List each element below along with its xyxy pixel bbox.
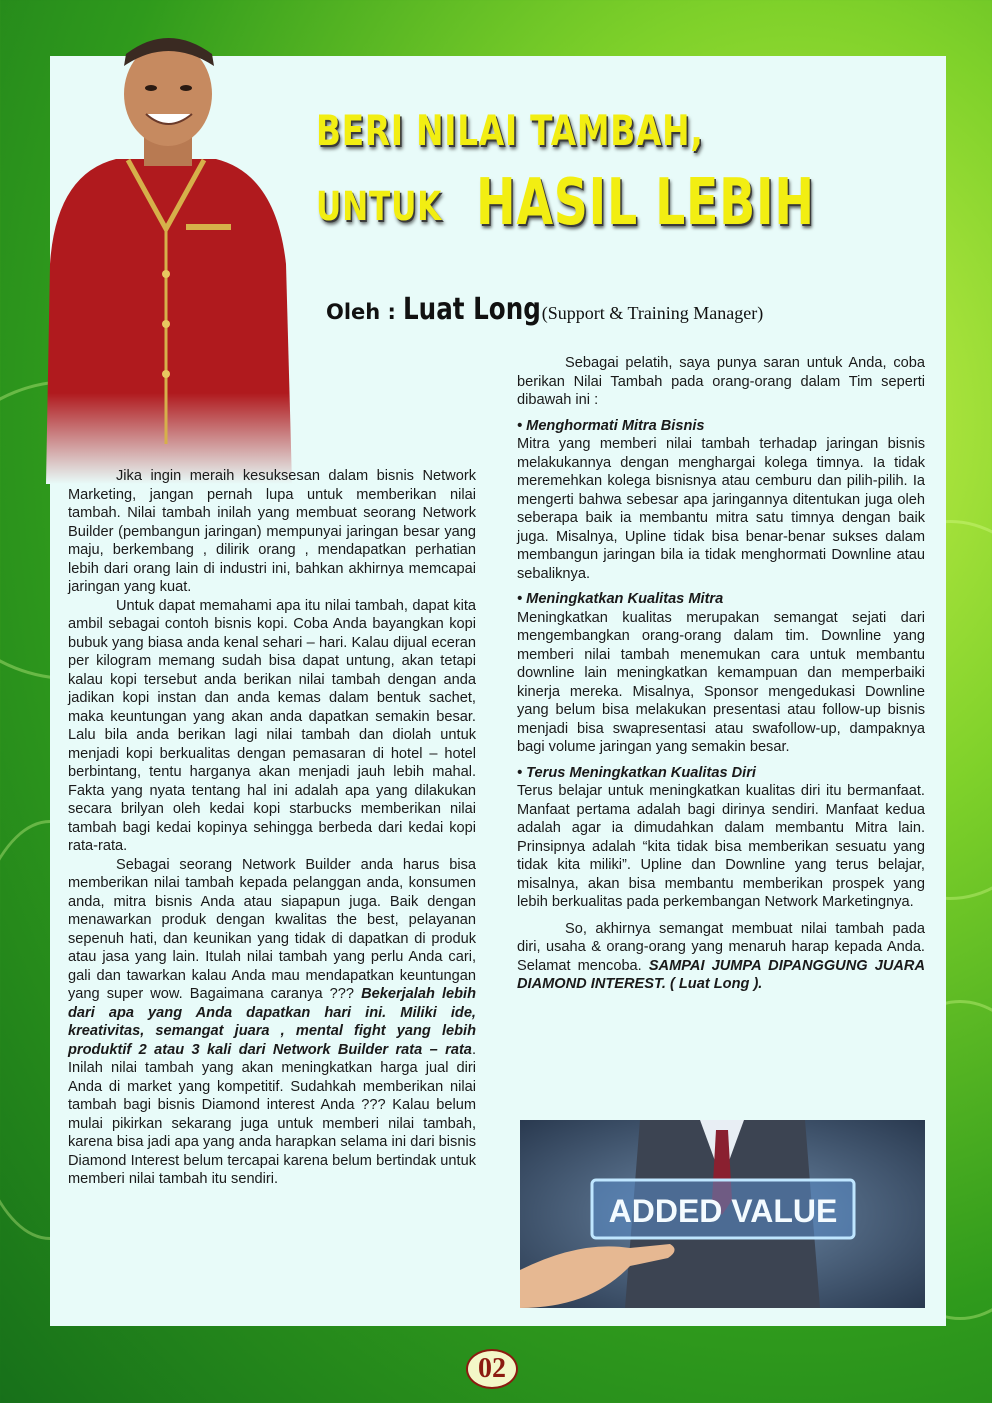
page-number: 02 xyxy=(466,1349,518,1389)
section-body: Meningkatkan kualitas merupakan semangat sejati dari mengembangkan orang-orang dalam tim. Downline yang memberi nilai tambah menemukan cara untuk membantu downline lain meningkatkan kemampuan dan memperbaiki kinerja mereka. Misalnya, Sponsor mengedukasi Downline yang belum bisa melakukan presentasi atau follow-up bisnis menjadi bisa swapresentasi atau swafollow-up, dampaknya bagi volume jaringan yang semakin besar. xyxy=(517,609,925,755)
closing-paragraph xyxy=(517,920,925,994)
author-role: (Support & Training Manager) xyxy=(541,303,764,323)
byline-prefix: Oleh : xyxy=(326,300,404,324)
intro-paragraph: Sebagai pelatih, saya punya saran untuk Anda, coba berikan Nilai Tambah pada orang-orang dalam Tim seperti dibawah ini : xyxy=(517,355,925,408)
closing-emphasis: SAMPAI JUMPA DIPANGGUNG JUARA DIAMOND INTEREST. ( Luat Long ). xyxy=(517,957,925,992)
closing-text: So, akhirnya semangat membuat nilai tambah pada diri, usaha & orang-orang yang menaruh harap kepada Anda. Selamat mencoba. xyxy=(517,920,925,974)
paragraph xyxy=(68,856,476,1189)
paragraph: Untuk dapat memahami apa itu nilai tambah, dapat kita ambil sebagai contoh bisnis kopi. Coba Anda bayangkan kopi bubuk yang biasa anda kenal sehari – hari. Kalau dijual eceran per kilogram memang sudah bisa dapat untung, akan tetapi kalau kopi tersebut anda berikan nilai tambah dengan anda jadikan kopi instan dan anda kemas dalam bentuk sachet, maka keuntungan yang akan anda dapatkan semakin besar. Lalu bila anda berikan lagi nilai tambah dan diolah untuk menjadi kopi berkualitas dengan pemasaran di hotel – hotel berbintang, tentu harganya akan menjadi jauh lebih mahal. Fakta yang nyata tentang hal ini adalah apa yang dilakukan secara brilyan oleh kedai kopi starbucks memberikan nilai tambah bagi kedai kopinya sehingga berbeda dari kedai kopi rata-rata. xyxy=(68,597,476,854)
author-portrait xyxy=(36,14,296,484)
headline-line-2-small: UNTUK xyxy=(316,184,443,230)
right-column xyxy=(517,354,925,994)
section-heading: • Menghormati Mitra Bisnis xyxy=(517,417,705,434)
paragraph-text: Sebagai seorang Network Builder anda harus bisa memberikan nilai tambah kepada pelanggan anda, konsumen anda, mitra bisnis Anda atau siapapun juga. Baik dengan menawarkan produk dengan kwalitas the best, pelayanan sepenuh hati, dan keunikan yang tidak di dapatkan di produk atau jasa yang lain. Itulah nilai tambah yang perlu Anda cari, gali dan tawarkan kalau Anda mau mendapatkan keuntungan yang super wow. Bagaimana caranya ??? xyxy=(68,856,476,1002)
author-name: Luat Long xyxy=(403,292,542,327)
left-column xyxy=(68,467,476,1189)
section-heading: • Meningkatkan Kualitas Mitra xyxy=(517,591,724,607)
byline xyxy=(326,292,763,327)
emphasis-text: Bekerjalah lebih dari apa yang Anda dapatkan hari ini. Miliki ide, kreativitas, semangat juara , mental fight yang lebih produktif 2 atau 3 kali dari Network Builder rata – rata xyxy=(68,986,476,1058)
added-value-caption: ADDED VALUE xyxy=(608,1193,838,1229)
added-value-image xyxy=(520,1120,925,1308)
section-body: Terus belajar untuk meningkatkan kualitas diri itu bermanfaat. Manfaat pertama adalah bagi dirinya sendiri. Manfaat kedua adalah agar ia dimudahkan dalam membantu Mitra lain. Prinsipnya adalah “kita tidak bisa memberikan sesuatu yang tidak kita miliki”. Upline dan Downline yang terus belajar, misalnya, akan bisa membantu memberikan prospek yang lebih berkualitas pada perkembangan Network Marketingnya. xyxy=(517,783,925,910)
section-heading: • Terus Meningkatkan Kualitas Diri xyxy=(517,764,756,781)
paragraph: Jika ingin meraih kesuksesan dalam bisnis Network Marketing, jangan pernah lupa untuk memberikan nilai tambah. Nilai tambah inilah yang membuat seorang Network Builder (pembangun jaringan) mempunyai jaringan besar yang maju, berkembang , dilirik orang , mendapatkan perhatian lebih dari orang lain di industri ini, bahkan akhirnya memcapai jaringan yang kuat. xyxy=(68,468,476,595)
paragraph-text: . Inilah nilai tambah yang akan meningkatkan harga jual diri Anda di market yang kompetitif. Sudahkah memberikan nilai tambah bagi bisnis Diamond interest Anda ??? Kalau belum mulai pikirkan sekarang juga untuk memberi nilai tambah, karena bisa jadi apa yang anda harapkan selama ini dari bisnis Diamond Interest belum tercapai karena belum bertindak untuk memberi nilai tambah itu sendiri. xyxy=(68,1041,476,1187)
section-body: Mitra yang memberi nilai tambah terhadap jaringan bisnis melakukannya dengan menghargai kolega timnya. Ia tidak meremehkan kolega bisnisnya atau cemburu dan pilih-pilih. Ia mengerti bahwa sebesar apa jaringannya ditentukan juga oleh seberapa baik ia membantu mitra satu timnya dengan baik juga. Misalnya, Upline tidak bisa benar-benar sukses dalam membangun jaringan bila ia tidak menghormati Downline atau sebaliknya. xyxy=(517,436,925,582)
headline-line-2-large: HASIL LEBIH xyxy=(476,166,815,240)
headline-line-1: BERI NILAI TAMBAH, xyxy=(316,106,704,155)
